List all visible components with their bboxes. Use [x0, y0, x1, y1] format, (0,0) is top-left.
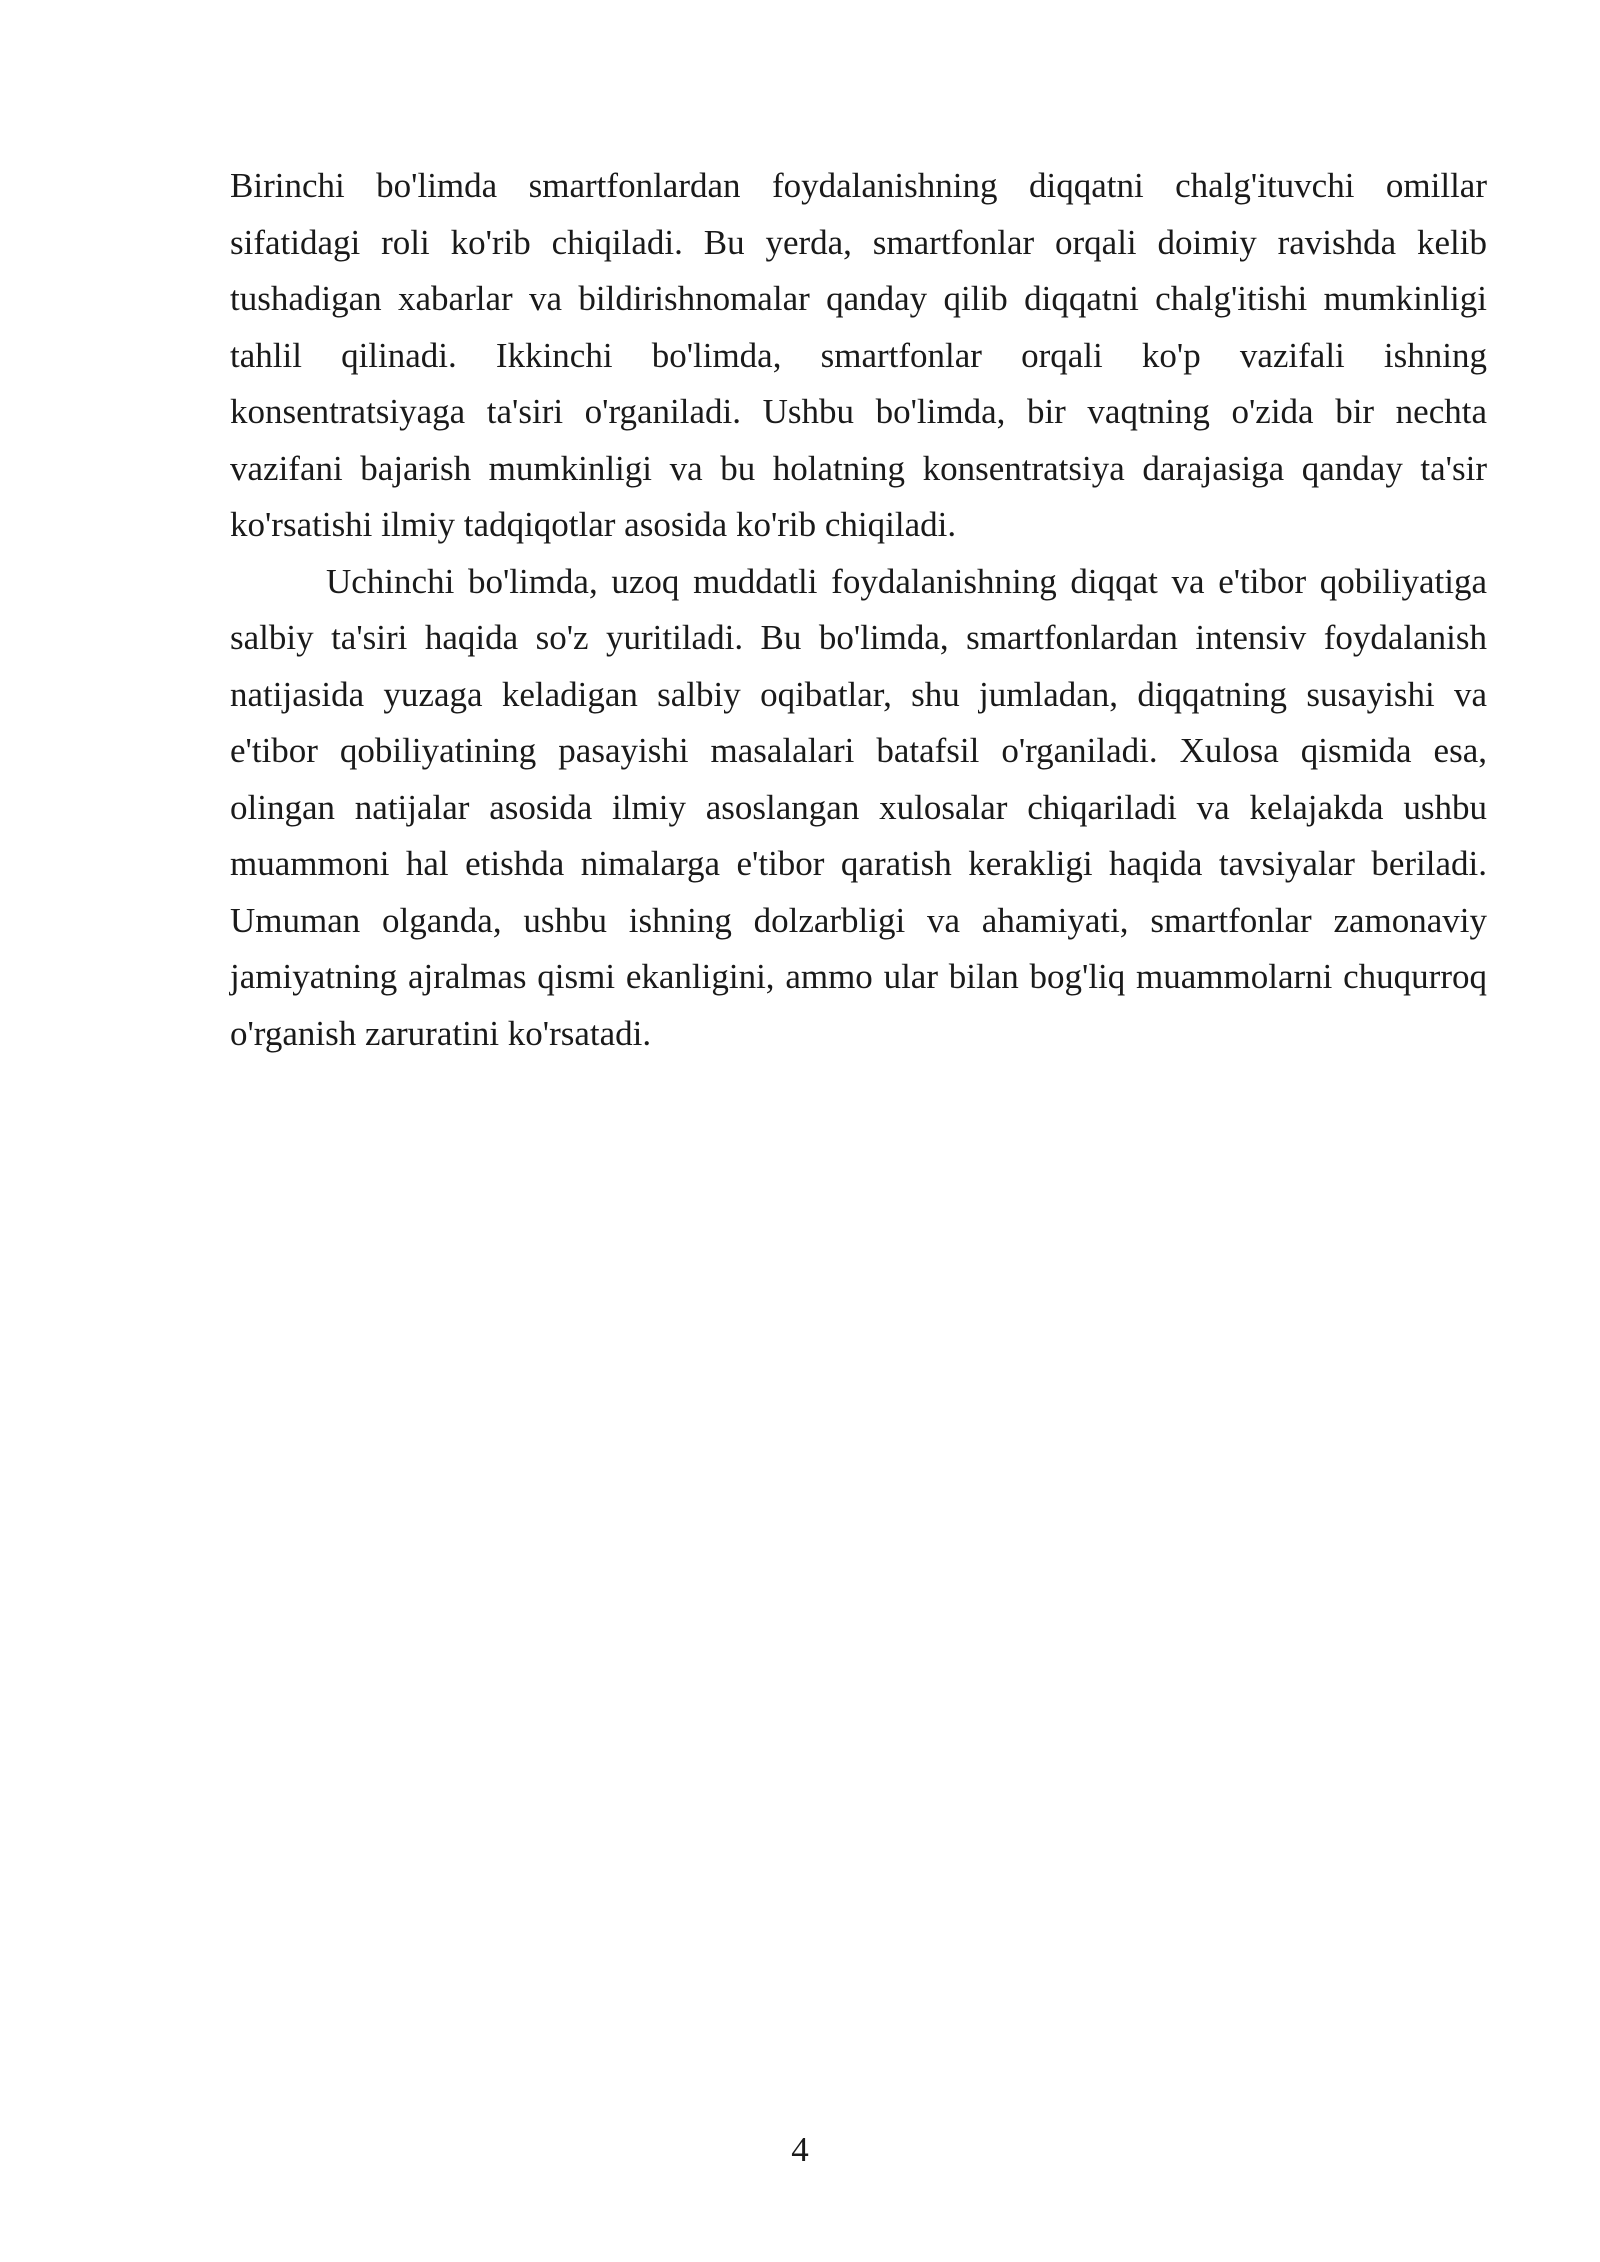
paragraph-1: Birinchi bo'limda smartfonlardan foydalanishning diqqatni chalg'ituvchi omillar sifatidagi roli ko'rib chiqiladi. Bu yerda, smartfonlar orqali doimiy ravishda kelib tushadigan xabarlar va bildirishnomalar qanday qilib diqqatni chalg'itishi mumkinligi tahlil qilinadi. Ikkinchi bo'limda, smartfonlar orqali ko'p vazifali ishning konsentratsiyaga ta'siri o'rganiladi. Ushbu bo'limda, bir vaqtning o'zida bir nechta vazifani bajarish mumkinligi va bu holatning konsentratsiya darajasiga qanday ta'sir ko'rsatishi ilmiy tadqiqotlar asosida ko'rib chiqiladi.	[230, 166, 1487, 544]
body-text	[230, 158, 1487, 1062]
page-number: 4	[791, 2130, 809, 2169]
paragraph-2: Uchinchi bo'limda, uzoq muddatli foydalanishning diqqat va e'tibor qobiliyatiga salbiy ta'siri haqida so'z yuritiladi. Bu bo'limda, smartfonlardan intensiv foydalanish natijasida yuzaga keladigan salbiy oqibatlar, shu jumladan, diqqatning susayishi va e'tibor qobiliyatining pasayishi masalalari batafsil o'rganiladi. Xulosa qismida esa, olingan natijalar asosida ilmiy asoslangan xulosalar chiqariladi va kelajakda ushbu muammoni hal etishda nimalarga e'tibor qaratish kerakligi haqida tavsiyalar beriladi. Umuman olganda, ushbu ishning dolzarbligi va ahamiyati, smartfonlar zamonaviy jamiyatning ajralmas qismi ekanligini, ammo ular bilan bog'liq muammolarni chuqurroq o'rganish zaruratini ko'rsatadi.	[230, 561, 1487, 1053]
